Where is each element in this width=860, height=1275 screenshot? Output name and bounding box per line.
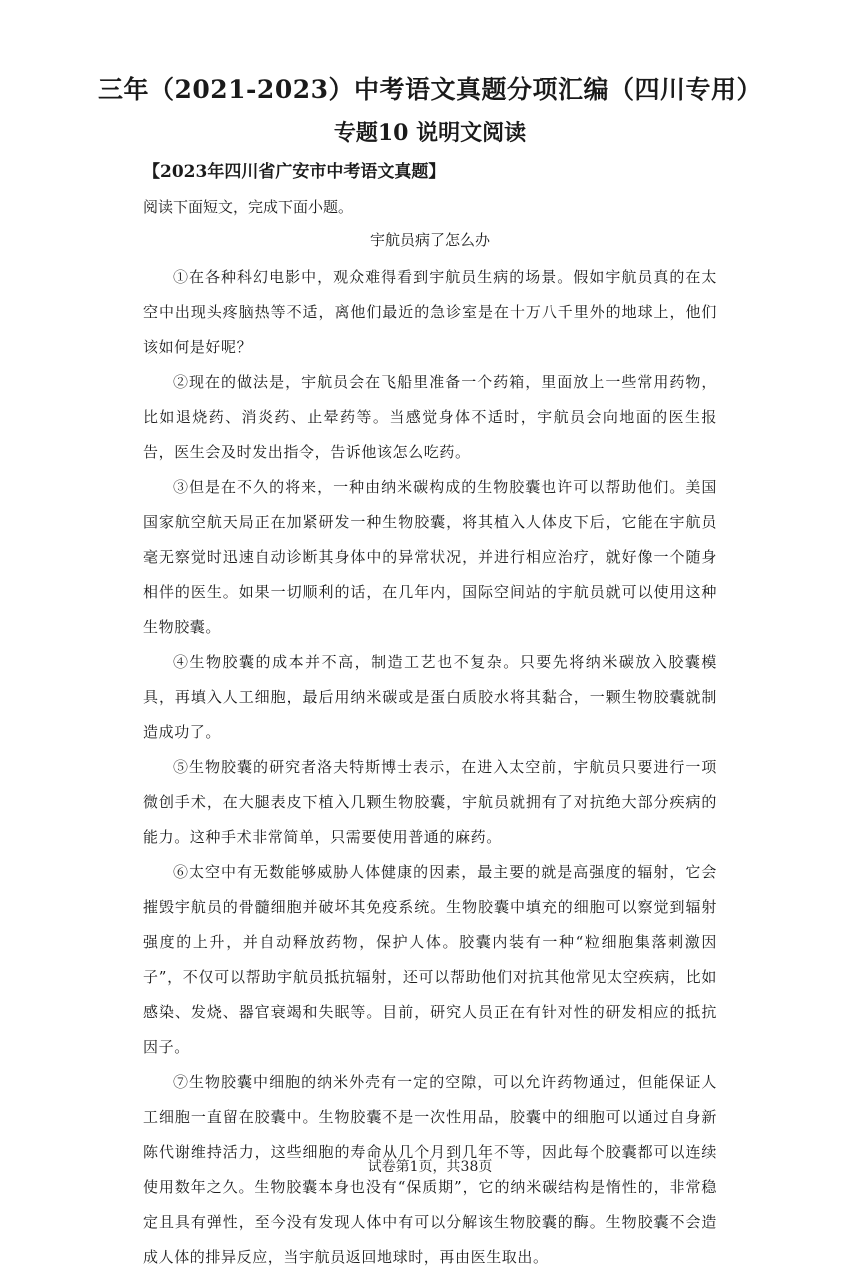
article-paragraph-6: ⑥太空中有无数能够威胁人体健康的因素，最主要的就是高强度的辐射，它会摧毁宇航员的骨髓细胞并破坏其免疫系统。生物胶囊中填充的细胞可以察觉到辐射强度的上升，并自动释放药物，保护人体。胶囊内装有一种“粒细胞集落刺激因子”，不仅可以帮助宇航员抵抗辐射，还可以帮助他们对抗其他常见太空疾病，比如感染、发烧、器官衰竭和失眠等。目前，研究人员正在有针对性的研发相应的抵抗因子。 <box>143 863 717 1056</box>
article-body <box>143 260 717 1275</box>
article-paragraph-5: ⑤生物胶囊的研究者洛夫特斯博士表示，在进入太空前，宇航员只要进行一项微创手术，在大腿表皮下植入几颗生物胶囊，宇航员就拥有了对抗绝大部分疾病的能力。这种手术非常简单，只需要使用普通的麻药。 <box>143 758 717 846</box>
reading-instruction: 阅读下面短文，完成下面小题。 <box>143 198 354 216</box>
article-paragraph-3: ③但是在不久的将来，一种由纳米碳构成的生物胶囊也许可以帮助他们。美国国家航空航天局正在加紧研发一种生物胶囊，将其植入人体皮下后，它能在宇航员毫无察觉时迅速自动诊断其身体中的异常状况，并进行相应治疗，就好像一个随身相伴的医生。如果一切顺利的话，在几年内，国际空间站的宇航员就可以使用这种生物胶囊。 <box>143 478 717 636</box>
article-paragraph-1: ①在各种科幻电影中，观众难得看到宇航员生病的场景。假如宇航员真的在太空中出现头疼脑热等不适，离他们最近的急诊室是在十万八千里外的地球上，他们该如何是好呢？ <box>143 268 717 356</box>
article-paragraph-7: ⑦生物胶囊中细胞的纳米外壳有一定的空隙，可以允许药物通过，但能保证人工细胞一直留在胶囊中。生物胶囊不是一次性用品，胶囊中的细胞可以通过自身新陈代谢维持活力，这些细胞的寿命从几个月到几年不等，因此每个胶囊都可以连续使用数年之久。生物胶囊本身也没有“保质期”，它的纳米碳结构是惰性的，非常稳定且具有弹性，至今没有发现人体中有可以分解该生物胶囊的酶。生物胶囊不会造成人体的排异反应，当宇航员返回地球时，再由医生取出。 <box>143 1073 717 1266</box>
article-title: 宇航员病了怎么办 <box>369 231 490 249</box>
article-paragraph-2: ②现在的做法是，宇航员会在飞船里准备一个药箱，里面放上一些常用药物，比如退烧药、消炎药、止晕药等。当感觉身体不适时，宇航员会向地面的医生报告，医生会及时发出指令，告诉他该怎么吃药。 <box>143 373 717 461</box>
page-footer: 试卷第1页，共38页 <box>367 1159 493 1175</box>
document-sub-title: 专题10 说明文阅读 <box>333 120 527 146</box>
article-paragraph-4: ④生物胶囊的成本并不高，制造工艺也不复杂。只要先将纳米碳放入胶囊模具，再填入人工细胞，最后用纳米碳或是蛋白质胶水将其黏合，一颗生物胶囊就制造成功了。 <box>143 653 717 741</box>
exam-source-label: 【2023年四川省广安市中考语文真题】 <box>143 162 446 182</box>
document-main-title: 三年（2021-2023）中考语文真题分项汇编（四川专用） <box>97 75 763 104</box>
